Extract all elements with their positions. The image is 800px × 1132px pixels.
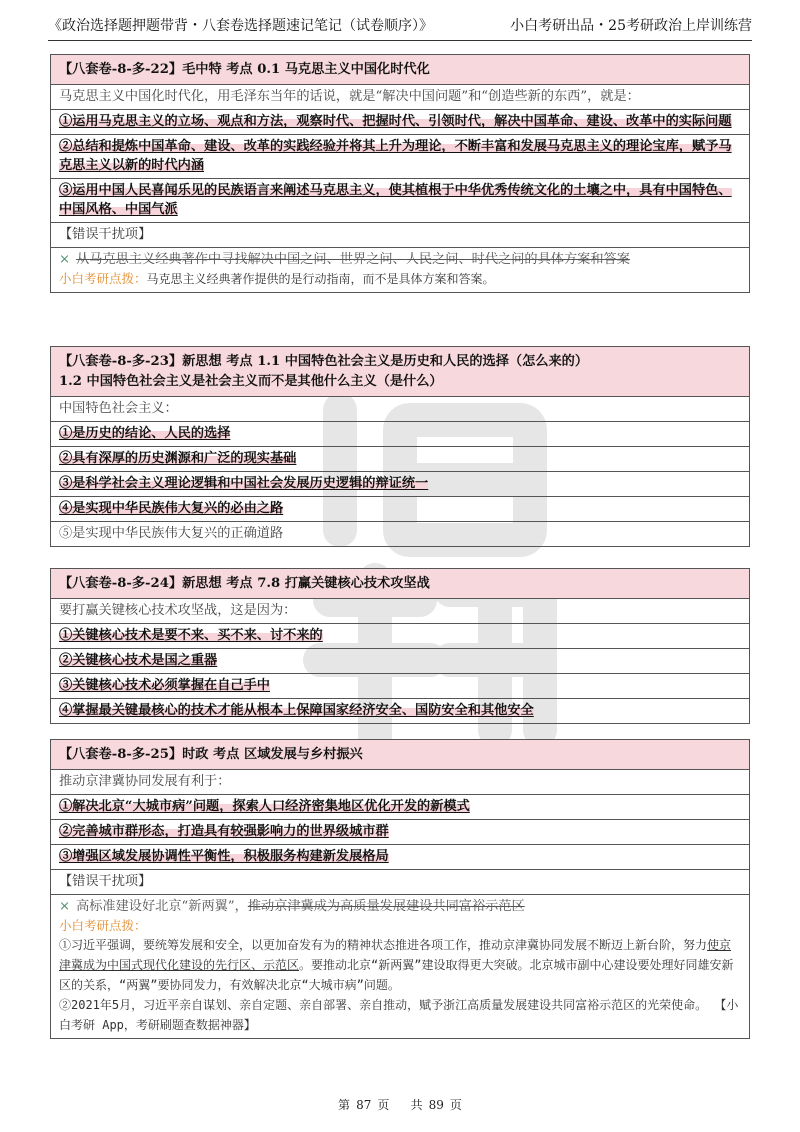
- wrong-option: × 高标准建设好北京“新两翼”，推动京津冀成为高质量发展建设共同富裕示范区: [59, 899, 525, 914]
- question-title: 【八套卷-8-多-25】时政 考点 区域发展与乡村振兴: [51, 740, 749, 770]
- correct-option: ②关键核心技术是国之重器: [51, 649, 749, 674]
- tip-paragraph-1: ①习近平强调，要统筹发展和安全，以更加奋发有为的精神状态推进各项工作，推动京津冀协同发展不断迈上新台阶，努力使京津冀成为中国式现代化建设的先行区、示范区。要推动北京“新两翼”建设取得更大突破。北京城市副中心建设要处理好同雄安新区的关系，“两翼”要协同发力，有效解决北京“大城市病”问题。: [59, 938, 734, 992]
- tip-label: 小白考研点拨：: [59, 271, 147, 286]
- cross-icon: ×: [59, 252, 71, 267]
- correct-option: ①解决北京“大城市病”问题，探索人口经济密集地区优化开发的新模式: [51, 795, 749, 820]
- wrong-option: × 从马克思主义经典著作中寻找解决中国之问、世界之问、人民之问、时代之问的具体方案和答案: [59, 252, 630, 267]
- question-block-23: [50, 346, 750, 547]
- question-stem: 中国特色社会主义：: [51, 397, 749, 422]
- question-stem: 马克思主义中国化时代化，用毛泽东当年的话说，就是“解决中国问题”和“创造些新的东西”，就是：: [51, 85, 749, 110]
- header-brand: 小白考研出品・25考研政治上岸训练营: [510, 18, 752, 34]
- correct-option: ①是历史的结论、人民的选择: [51, 422, 749, 447]
- correct-option: ③是科学社会主义理论逻辑和中国社会发展历史逻辑的辩证统一: [51, 472, 749, 497]
- correct-option: ④是实现中华民族伟大复兴的必由之路: [51, 497, 749, 522]
- correct-option: ②具有深厚的历史渊源和广泛的现实基础: [51, 447, 749, 472]
- cross-icon: ×: [59, 899, 71, 914]
- question-title: 【八套卷-8-多-22】毛中特 考点 0.1 马克思主义中国化时代化: [51, 55, 749, 85]
- correct-option: ①关键核心技术是要不来、买不来、讨不来的: [51, 624, 749, 649]
- header-divider: [48, 40, 752, 41]
- app-promo: 【小白考研 App，考研刷题查数据神器】: [59, 998, 739, 1032]
- page-header: [48, 14, 752, 36]
- correct-option: ③运用中国人民喜闻乐见的民族语言来阐述马克思主义，使其植根于中华优秀传统文化的土壤之中，具有中国特色、中国风格、中国气派: [51, 179, 749, 223]
- correct-option: ③关键核心技术必须掌握在自己手中: [51, 674, 749, 699]
- question-title: 【八套卷-8-多-24】新思想 考点 7.8 打赢关键核心技术攻坚战: [51, 569, 749, 599]
- distractor-and-tip: [51, 248, 749, 292]
- header-doc-title: 《政治选择题押题带背・八套卷选择题速记笔记（试卷顺序）》: [48, 18, 433, 34]
- tip-paragraph-2: ②2021年5月，习近平亲自谋划、亲自定题、亲自部署、亲自推动，赋予浙江高质量发展建设共同富裕示范区的光荣使命。 【小白考研 App，考研刷题查数据神器】: [59, 998, 739, 1032]
- correct-option: ①运用马克思主义的立场、观点和方法，观察时代、把握时代、引领时代，解决中国革命、建设、改革中的实际问题: [51, 110, 749, 135]
- correct-option: ②完善城市群形态，打造具有较强影响力的世界级城市群: [51, 820, 749, 845]
- question-title: 【八套卷-8-多-23】新思想 考点 1.1 中国特色社会主义是历史和人民的选择（怎么来的） 1.2 中国特色社会主义是社会主义而不是其他什么主义（是什么）: [51, 347, 749, 397]
- distractor-and-tip: [51, 895, 749, 1038]
- question-stem: 要打赢关键核心技术攻坚战，这是因为：: [51, 599, 749, 624]
- tip-label: 小白考研点拨：: [59, 918, 147, 933]
- error-section-label: 【错误干扰项】: [51, 870, 749, 895]
- question-block-25: [50, 739, 750, 1039]
- correct-option: ③增强区域发展协调性平衡性，积极服务构建新发展格局: [51, 845, 749, 870]
- page-number: 87: [356, 1098, 372, 1112]
- total-pages: 89: [428, 1098, 444, 1112]
- page-footer: 第 87 页 共 89 页: [338, 1098, 462, 1112]
- question-block-22: [50, 54, 750, 293]
- correct-option: ④掌握最关键最核心的技术才能从根本上保障国家经济安全、国防安全和其他安全: [59, 703, 534, 718]
- question-block-24: [50, 568, 750, 724]
- plain-option: ⑤是实现中华民族伟大复兴的正确道路: [59, 526, 284, 541]
- correct-option: ②总结和提炼中国革命、建设、改革的实践经验并将其上升为理论，不断丰富和发展马克思主义的理论宝库，赋予马克思主义以新的时代内涵: [51, 135, 749, 179]
- error-section-label: 【错误干扰项】: [51, 223, 749, 248]
- question-stem: 推动京津冀协同发展有利于：: [51, 770, 749, 795]
- tip-text: 马克思主义经典著作提供的是行动指南，而不是具体方案和答案。: [146, 272, 495, 286]
